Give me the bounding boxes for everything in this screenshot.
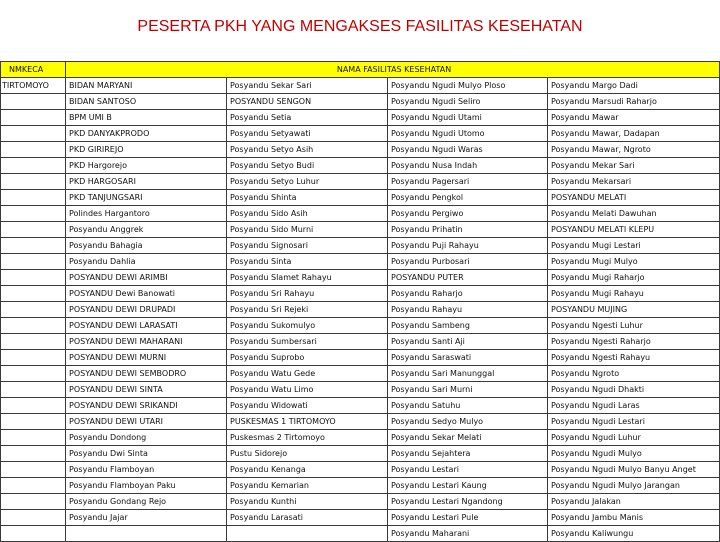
page-title: PESERTA PKH YANG MENGAKSES FASILITAS KESEHATAN xyxy=(137,18,583,35)
table-row xyxy=(1,334,720,350)
table-cell-facility: Posyandu Kaliwungu xyxy=(548,526,720,542)
table-cell-facility: Posyandu Kunthi xyxy=(227,494,388,510)
table-row xyxy=(1,270,720,286)
table-cell-kecamatan xyxy=(1,398,66,414)
table-header-row xyxy=(1,62,720,78)
table-cell-facility: Posyandu Rahayu xyxy=(388,302,548,318)
table-cell-kecamatan xyxy=(1,526,66,542)
table-cell-facility: Posyandu Santi Aji xyxy=(388,334,548,350)
table-cell-facility: Posyandu Jambu Manis xyxy=(548,510,720,526)
table-cell-facility: Posyandu Lestari Ngandong xyxy=(388,494,548,510)
table-cell-facility: Posyandu Nusa Indah xyxy=(388,158,548,174)
table-cell-facility: Posyandu Setyawati xyxy=(227,126,388,142)
table-cell-facility: Posyandu Setyo Budi xyxy=(227,158,388,174)
table-cell-kecamatan xyxy=(1,510,66,526)
table-cell-facility: POSYANDU DEWI ARIMBI xyxy=(66,270,227,286)
table-row xyxy=(1,238,720,254)
table-row xyxy=(1,350,720,366)
table-cell-facility: Posyandu Mugi Lestari xyxy=(548,238,720,254)
table-cell-facility: PKD TANJUNGSARI xyxy=(66,190,227,206)
table-cell-facility: Posyandu Sari Murni xyxy=(388,382,548,398)
table-cell-kecamatan xyxy=(1,206,66,222)
table-cell-facility: Posyandu Ngudi Dhakti xyxy=(548,382,720,398)
table-cell-kecamatan xyxy=(1,302,66,318)
table-cell-facility: POSYANDU DEWI DRUPADI xyxy=(66,302,227,318)
table-cell-facility: Posyandu Ngudi Luhur xyxy=(548,430,720,446)
table-cell-facility: Posyandu Satuhu xyxy=(388,398,548,414)
table-cell-facility: Posyandu Jajar xyxy=(66,510,227,526)
table-cell-facility: POSYANDU DEWI LARASATI xyxy=(66,318,227,334)
table-cell-kecamatan xyxy=(1,318,66,334)
table-row xyxy=(1,494,720,510)
table-cell-facility: PKD HARGOSARI xyxy=(66,174,227,190)
table-cell-facility: Posyandu Sinta xyxy=(227,254,388,270)
table-cell-kecamatan xyxy=(1,254,66,270)
table-cell-facility: Posyandu Kemarian xyxy=(227,478,388,494)
table-cell-facility: Posyandu Ngudi Utami xyxy=(388,110,548,126)
table-cell-kecamatan xyxy=(1,158,66,174)
table-cell-facility: Posyandu Dwi Sinta xyxy=(66,446,227,462)
table-cell-facility: Posyandu Setia xyxy=(227,110,388,126)
table-cell-kecamatan xyxy=(1,414,66,430)
table-cell-facility: Posyandu Sri Rahayu xyxy=(227,286,388,302)
table-cell-kecamatan xyxy=(1,430,66,446)
table-cell-facility: POSYANDU DEWI MAHARANI xyxy=(66,334,227,350)
table-cell-kecamatan xyxy=(1,142,66,158)
table-row xyxy=(1,462,720,478)
table-cell-facility: Polindes Hargantoro xyxy=(66,206,227,222)
table-cell-facility: Posyandu Sekar Melati xyxy=(388,430,548,446)
table-cell-facility: Posyandu Sido Asih xyxy=(227,206,388,222)
table-cell-kecamatan xyxy=(1,382,66,398)
table-row xyxy=(1,158,720,174)
table-cell-facility: Posyandu Sedyo Mulyo xyxy=(388,414,548,430)
table-row xyxy=(1,430,720,446)
table-cell-kecamatan xyxy=(1,462,66,478)
table-row xyxy=(1,414,720,430)
table-cell-facility: Posyandu Mugi Rahayu xyxy=(548,286,720,302)
table-cell-kecamatan xyxy=(1,238,66,254)
table-cell-facility: Posyandu Ngudi Utomo xyxy=(388,126,548,142)
facilities-table xyxy=(0,61,720,542)
table-cell-kecamatan xyxy=(1,174,66,190)
table-cell-kecamatan xyxy=(1,478,66,494)
table-cell-facility: Posyandu Ngudi Mulyo Banyu Anget xyxy=(548,462,720,478)
table-cell-facility: Posyandu Mugi Mulyo xyxy=(548,254,720,270)
table-cell-kecamatan: TIRTOMOYO xyxy=(1,78,66,94)
table-cell-facility: PKD GIRIREJO xyxy=(66,142,227,158)
table-cell-kecamatan xyxy=(1,446,66,462)
table-cell-facility: Posyandu Lestari Kaung xyxy=(388,478,548,494)
table-row xyxy=(1,366,720,382)
table-row xyxy=(1,110,720,126)
table-row xyxy=(1,126,720,142)
table-cell-facility: Posyandu Slamet Rahayu xyxy=(227,270,388,286)
table-row xyxy=(1,206,720,222)
table-row xyxy=(1,510,720,526)
table-cell-facility: Posyandu Larasati xyxy=(227,510,388,526)
table-cell-facility: Posyandu Bahagia xyxy=(66,238,227,254)
table-cell-facility: POSYANDU DEWI SINTA xyxy=(66,382,227,398)
table-cell-facility: Posyandu Raharjo xyxy=(388,286,548,302)
table-cell-facility: Pustu Sidorejo xyxy=(227,446,388,462)
table-cell-facility xyxy=(227,526,388,542)
table-cell-facility: Posyandu Sri Rejeki xyxy=(227,302,388,318)
table-cell-facility: Posyandu Anggrek xyxy=(66,222,227,238)
table-cell-facility: Posyandu Saraswati xyxy=(388,350,548,366)
table-cell-facility: Posyandu Ngudi Waras xyxy=(388,142,548,158)
table-cell-facility: POSYANDU MELATI KLEPU xyxy=(548,222,720,238)
table-row xyxy=(1,174,720,190)
table-cell-facility: Posyandu Dahlia xyxy=(66,254,227,270)
table-cell-facility: Posyandu Signosari xyxy=(227,238,388,254)
table-row xyxy=(1,382,720,398)
table-cell-facility: Posyandu Gondang Rejo xyxy=(66,494,227,510)
table-cell-kecamatan xyxy=(1,350,66,366)
table-cell-facility: Posyandu Pagersari xyxy=(388,174,548,190)
table-cell-facility: Posyandu Sambeng xyxy=(388,318,548,334)
table-row xyxy=(1,318,720,334)
table-cell-facility: Posyandu Mugi Raharjo xyxy=(548,270,720,286)
table-cell-facility: Posyandu Sumbersari xyxy=(227,334,388,350)
table-cell-facility: Posyandu Dondong xyxy=(66,430,227,446)
table-cell-facility: Posyandu Mekarsari xyxy=(548,174,720,190)
table-cell-kecamatan xyxy=(1,270,66,286)
table-cell-facility: Posyandu Sukomulyo xyxy=(227,318,388,334)
table-cell-kecamatan xyxy=(1,334,66,350)
table-cell-facility: Posyandu Ngudi Seliro xyxy=(388,94,548,110)
table-cell-facility: Posyandu Sejahtera xyxy=(388,446,548,462)
table-cell-facility: Posyandu Ngudi Mulyo xyxy=(548,446,720,462)
table-cell-facility: Posyandu Sekar Sari xyxy=(227,78,388,94)
table-cell-facility: Posyandu Marsudi Raharjo xyxy=(548,94,720,110)
table-row xyxy=(1,478,720,494)
table-cell-facility: Posyandu Ngudi Laras xyxy=(548,398,720,414)
table-cell-facility: BIDAN MARYANI xyxy=(66,78,227,94)
table-cell-facility: Posyandu Watu Gede xyxy=(227,366,388,382)
table-row xyxy=(1,94,720,110)
table-cell-facility: Posyandu Ngudi Lestari xyxy=(548,414,720,430)
table-cell-facility: Posyandu Ngesti Luhur xyxy=(548,318,720,334)
table-row xyxy=(1,222,720,238)
table-row xyxy=(1,78,720,94)
table-cell-facility: Posyandu Maharani xyxy=(388,526,548,542)
table-row xyxy=(1,286,720,302)
table-cell-facility: Posyandu Ngesti Raharjo xyxy=(548,334,720,350)
table-cell-facility: POSYANDU MUJING xyxy=(548,302,720,318)
table-cell-kecamatan xyxy=(1,110,66,126)
table-cell-facility: Posyandu Setyo Luhur xyxy=(227,174,388,190)
table-cell-facility: Posyandu Lestari xyxy=(388,462,548,478)
table-cell-facility: Posyandu Margo Dadi xyxy=(548,78,720,94)
table-cell-facility: Posyandu Widowati xyxy=(227,398,388,414)
table-cell-facility: Posyandu Lestari Pule xyxy=(388,510,548,526)
table-cell-kecamatan xyxy=(1,94,66,110)
table-cell-facility: Posyandu Melati Dawuhan xyxy=(548,206,720,222)
table-row xyxy=(1,302,720,318)
table-body xyxy=(1,78,720,542)
table-cell-facility: PKD Hargorejo xyxy=(66,158,227,174)
table-cell-facility: POSYANDU DEWI MURNI xyxy=(66,350,227,366)
table-cell-facility: Posyandu Pergiwo xyxy=(388,206,548,222)
table-cell-facility: Posyandu Pengkol xyxy=(388,190,548,206)
table-cell-facility: Posyandu Purbosari xyxy=(388,254,548,270)
table-row xyxy=(1,190,720,206)
table-cell-facility: POSYANDU PUTER xyxy=(388,270,548,286)
table-cell-facility: Posyandu Prihatin xyxy=(388,222,548,238)
table-cell-facility: Posyandu Mawar, Dadapan xyxy=(548,126,720,142)
table-cell-facility: Posyandu Puji Rahayu xyxy=(388,238,548,254)
table-cell-facility: PKD DANYAKPRODO xyxy=(66,126,227,142)
table-cell-kecamatan xyxy=(1,494,66,510)
table-cell-facility: Posyandu Jalakan xyxy=(548,494,720,510)
table-cell-facility: POSYANDU DEWI UTARI xyxy=(66,414,227,430)
table-cell-facility: BIDAN SANTOSO xyxy=(66,94,227,110)
table-cell-facility: Posyandu Ngesti Rahayu xyxy=(548,350,720,366)
table-cell-facility: PUSKESMAS 1 TIRTOMOYO xyxy=(227,414,388,430)
table-row xyxy=(1,142,720,158)
table-cell-facility: Posyandu Kenanga xyxy=(227,462,388,478)
table-cell-facility: Posyandu Watu Limo xyxy=(227,382,388,398)
table-row xyxy=(1,526,720,542)
table-cell-facility: POSYANDU Dewi Banowati xyxy=(66,286,227,302)
table-cell-facility: Posyandu Shinta xyxy=(227,190,388,206)
table-cell-facility xyxy=(66,526,227,542)
table-cell-facility: BPM UMI B xyxy=(66,110,227,126)
header-kecamatan: NMKECA xyxy=(1,62,66,78)
table-cell-facility: POSYANDU SENGON xyxy=(227,94,388,110)
table-row xyxy=(1,398,720,414)
table-cell-facility: Posyandu Flamboyan Paku xyxy=(66,478,227,494)
table-cell-facility: Posyandu Ngudi Mulyo Ploso xyxy=(388,78,548,94)
table-cell-facility: Posyandu Mekar Sari xyxy=(548,158,720,174)
header-facility-name: NAMA FASILITAS KESEHATAN xyxy=(66,62,720,78)
table-cell-facility: Posyandu Ngroto xyxy=(548,366,720,382)
table-cell-facility: POSYANDU DEWI SEMBODRO xyxy=(66,366,227,382)
table-cell-facility: Puskesmas 2 Tirtomoyo xyxy=(227,430,388,446)
table-cell-facility: Posyandu Flamboyan xyxy=(66,462,227,478)
table-cell-kecamatan xyxy=(1,366,66,382)
table-cell-facility: Posyandu Mawar xyxy=(548,110,720,126)
table-cell-facility: POSYANDU DEWI SRIKANDI xyxy=(66,398,227,414)
table-cell-facility: Posyandu Sari Manunggal xyxy=(388,366,548,382)
table-cell-kecamatan xyxy=(1,126,66,142)
table-cell-kecamatan xyxy=(1,222,66,238)
table-cell-facility: Posyandu Mawar, Ngroto xyxy=(548,142,720,158)
table-row xyxy=(1,446,720,462)
table-row xyxy=(1,254,720,270)
table-cell-facility: Posyandu Ngudi Mulyo Jarangan xyxy=(548,478,720,494)
table-cell-kecamatan xyxy=(1,190,66,206)
table-cell-kecamatan xyxy=(1,286,66,302)
table-cell-facility: Posyandu Sido Murni xyxy=(227,222,388,238)
table-cell-facility: Posyandu Setyo Asih xyxy=(227,142,388,158)
table-cell-facility: Posyandu Suprobo xyxy=(227,350,388,366)
table-cell-facility: POSYANDU MELATI xyxy=(548,190,720,206)
